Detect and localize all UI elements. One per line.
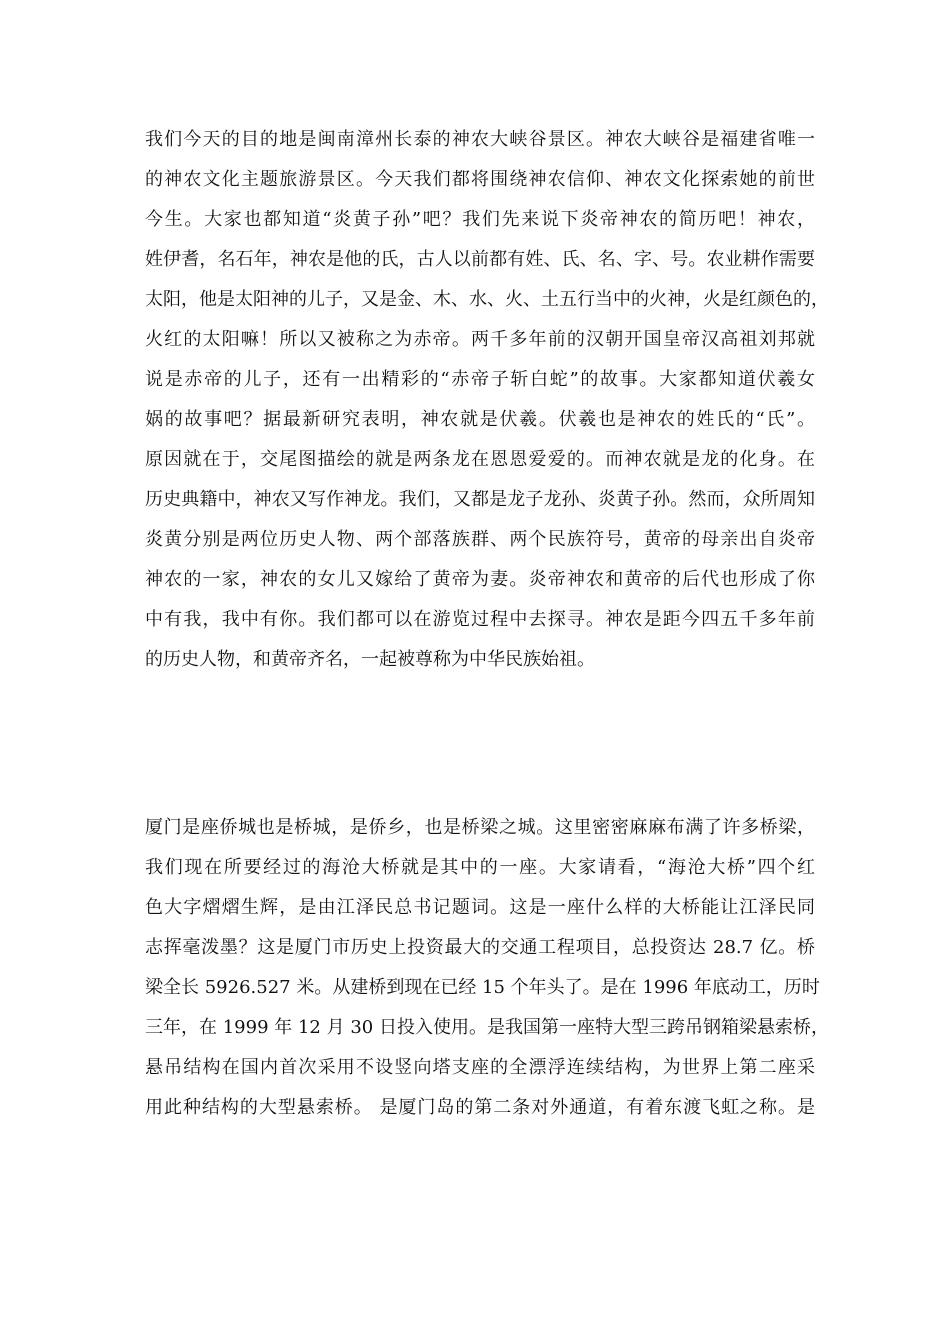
text-line: 娲的故事吧？据最新研究表明，神农就是伏羲。伏羲也是神农的姓氏的“氏”。 bbox=[145, 409, 815, 430]
text-line: 的历史人物，和黄帝齐名，一起被尊称为中华民族始祖。 bbox=[145, 649, 595, 670]
text-line: 历史典籍中，神农又写作神龙。我们，又都是龙子龙孙、炎黄子孙。然而，众所周知 bbox=[145, 489, 815, 510]
text-line: 三年，在 1999 年 12 月 30 日投入使用。是我国第一座特大型三跨吊钢箱梁悬索桥， bbox=[145, 1017, 829, 1038]
text-line: 炎黄分别是两位历史人物、两个部落族群、两个民族符号，黄帝的母亲出自炎帝 bbox=[145, 529, 815, 550]
text-line: 梁全长 5926.527 米。从建桥到现在已经 15 个年头了。是在 1996 年底动工，历时 bbox=[145, 977, 820, 998]
text-line: 的神农文化主题旅游景区。今天我们都将围绕神农信仰、神农文化探索她的前世 bbox=[145, 169, 815, 190]
text-line: 神农的一家，神农的女儿又嫁给了黄帝为妻。炎帝神农和黄帝的后代也形成了你 bbox=[145, 569, 815, 590]
text-line: 厦门是座侨城也是桥城，是侨乡，也是桥梁之城。这里密密麻麻布满了许多桥梁， bbox=[145, 817, 815, 838]
text-line: 今生。大家也都知道“炎黄子孙”吧？我们先来说下炎帝神农的简历吧！神农， bbox=[145, 209, 815, 230]
text-line: 我们现在所要经过的海沧大桥就是其中的一座。大家请看，“海沧大桥”四个红 bbox=[145, 857, 815, 878]
text-line: 我们今天的目的地是闽南漳州长泰的神农大峡谷景区。神农大峡谷是福建省唯一 bbox=[145, 129, 815, 150]
text-line: 原因就在于，交尾图描绘的就是两条龙在恩恩爱爱的。而神农就是龙的化身。在 bbox=[145, 449, 815, 470]
text-line: 中有我，我中有你。我们都可以在游览过程中去探寻。神农是距今四五千多年前 bbox=[145, 609, 815, 630]
text-line: 姓伊耆，名石年，神农是他的氏，古人以前都有姓、氏、名、字、号。农业耕作需要 bbox=[145, 249, 815, 270]
text-line: 说是赤帝的儿子，还有一出精彩的“赤帝子斩白蛇”的故事。大家都知道伏羲女 bbox=[145, 369, 815, 390]
text-line: 太阳，他是太阳神的儿子，又是金、木、水、火、土五行当中的火神，火是红颜色的， bbox=[145, 289, 829, 310]
text-line: 志挥毫泼墨？这是厦门市历史上投资最大的交通工程项目，总投资达 28.7 亿。桥 bbox=[145, 937, 815, 958]
text-line: 色大字熠熠生辉，是由江泽民总书记题词。这是一座什么样的大桥能让江泽民同 bbox=[145, 897, 815, 918]
text-line: 火红的太阳嘛！所以又被称之为赤帝。两千多年前的汉朝开国皇帝汉高祖刘邦就 bbox=[145, 329, 815, 350]
text-line: 用此种结构的大型悬索桥。 是厦门岛的第二条对外通道，有着东渡飞虹之称。是 bbox=[145, 1097, 815, 1118]
text-line: 悬吊结构在国内首次采用不设竖向塔支座的全漂浮连续结构，为世界上第二座采 bbox=[145, 1057, 815, 1078]
